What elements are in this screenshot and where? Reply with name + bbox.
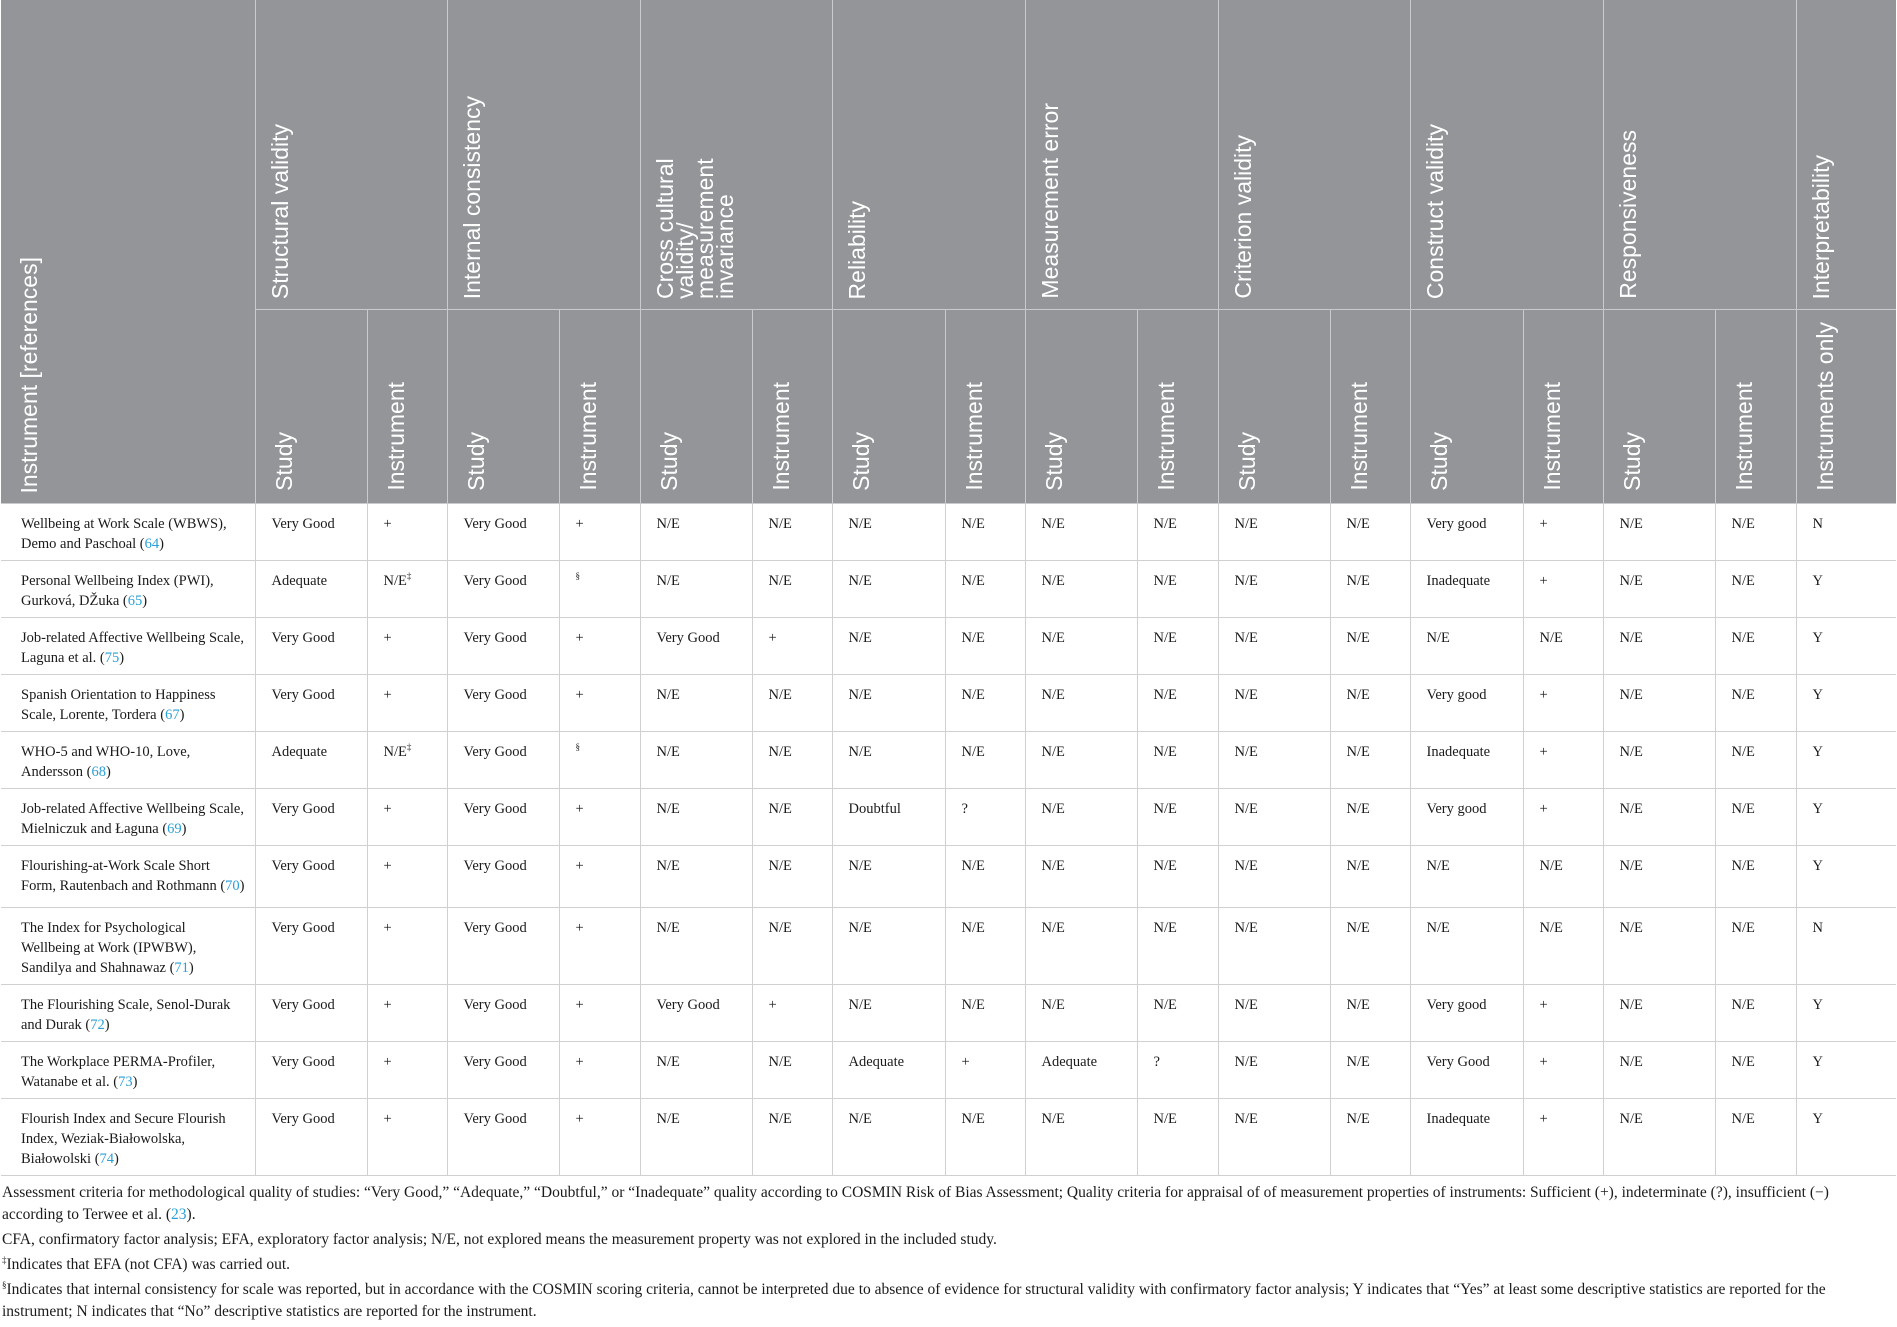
study-rating-cell: N/E (1603, 504, 1715, 561)
subheader-instrument: Instrument (945, 310, 1025, 504)
study-rating-cell: N/E (640, 675, 752, 732)
subheader-instrument: Instrument (367, 310, 447, 504)
header-internal-consistency: Internal consistency (447, 0, 640, 310)
subheader-study: Study (1025, 310, 1137, 504)
subheader-study: Study (1603, 310, 1715, 504)
instrument-rating-cell: N/E (752, 908, 832, 985)
table-row (1, 561, 1896, 618)
instrument-rating-cell: + (559, 675, 640, 732)
study-rating-cell: Very Good (640, 618, 752, 675)
instrument-rating-cell: N/E (752, 789, 832, 846)
instrument-rating-cell: N/E (1715, 561, 1796, 618)
study-rating-cell: N/E (640, 1099, 752, 1176)
header-reliability: Reliability (832, 0, 1025, 310)
instrument-rating-cell: + (945, 1042, 1025, 1099)
subheader-study: Study (832, 310, 945, 504)
instrument-rating-cell: N/E (752, 561, 832, 618)
reference-link[interactable]: 70 (225, 878, 240, 894)
study-rating-cell: N/E (1218, 789, 1330, 846)
instrument-rating-cell: + (559, 618, 640, 675)
instrument-cell: Flourishing-at-Work Scale Short Form, Rautenbach and Rothmann (70) (1, 846, 255, 908)
instrument-rating-cell: + (367, 504, 447, 561)
instrument-rating-cell: N/E (1137, 504, 1218, 561)
header-instrument: Instrument [references] (1, 0, 255, 504)
instrument-rating-cell: N/E (1330, 675, 1410, 732)
instrument-rating-cell: N/E (1330, 561, 1410, 618)
subheader-instrument: Instrument (559, 310, 640, 504)
study-rating-cell: N/E (832, 618, 945, 675)
reference-link[interactable]: 67 (165, 707, 180, 723)
study-rating-cell: Very Good (447, 985, 559, 1042)
instrument-rating-cell: + (367, 846, 447, 908)
study-rating-cell: Adequate (255, 732, 367, 789)
instrument-rating-cell: N/E (1137, 789, 1218, 846)
study-rating-cell: N/E (1025, 618, 1137, 675)
instrument-rating-cell: N/E (752, 675, 832, 732)
study-rating-cell: N/E (832, 1099, 945, 1176)
study-rating-cell: Very good (1410, 504, 1523, 561)
instrument-rating-cell: N/E (752, 1042, 832, 1099)
instrument-rating-cell: N/E (1715, 1042, 1796, 1099)
instrument-rating-cell: N/E‡ (367, 561, 447, 618)
instrument-rating-cell: + (367, 908, 447, 985)
study-rating-cell: Very Good (447, 732, 559, 789)
study-rating-cell: N/E (640, 561, 752, 618)
study-rating-cell: N/E (1603, 618, 1715, 675)
table-row (1, 1099, 1896, 1176)
instrument-rating-cell: N/E (752, 846, 832, 908)
study-rating-cell: Very Good (447, 789, 559, 846)
subheader-instrument: Instrument (1523, 310, 1603, 504)
instrument-rating-cell: N/E (1137, 985, 1218, 1042)
study-rating-cell: N/E (1025, 985, 1137, 1042)
study-rating-cell: Very good (1410, 985, 1523, 1042)
instrument-rating-cell: N/E (1330, 618, 1410, 675)
table-row (1, 985, 1896, 1042)
study-rating-cell: Very Good (447, 1042, 559, 1099)
instrument-rating-cell: + (752, 618, 832, 675)
study-rating-cell: Very Good (447, 504, 559, 561)
study-rating-cell: N/E (1025, 504, 1137, 561)
interpretability-cell: Y (1796, 985, 1896, 1042)
study-rating-cell: Doubtful (832, 789, 945, 846)
study-rating-cell: N/E (1025, 1099, 1137, 1176)
subheader-row (1, 310, 1896, 504)
instrument-rating-cell: § (559, 561, 640, 618)
instrument-cell: Wellbeing at Work Scale (WBWS), Demo and Paschoal (64) (1, 504, 255, 561)
instrument-cell: Job-related Affective Wellbeing Scale, Laguna et al. (75) (1, 618, 255, 675)
instrument-rating-cell: N/E (945, 561, 1025, 618)
interpretability-cell: Y (1796, 1042, 1896, 1099)
study-rating-cell: N/E (1410, 618, 1523, 675)
study-rating-cell: Adequate (255, 561, 367, 618)
instrument-rating-cell: N/E (1523, 908, 1603, 985)
subheader-study: Study (447, 310, 559, 504)
instrument-rating-cell: N/E (1137, 846, 1218, 908)
study-rating-cell: N/E (1218, 985, 1330, 1042)
study-rating-cell: N/E (1025, 561, 1137, 618)
study-rating-cell: N/E (832, 675, 945, 732)
instrument-rating-cell: N/E (1715, 675, 1796, 732)
table-row (1, 504, 1896, 561)
study-rating-cell: N/E (1603, 908, 1715, 985)
footnote-criteria: Assessment criteria for methodological quality of studies: “Very Good,” “Adequate,” “Doubtful,” or “Inadequate” quality according to COSMIN Risk of Bias Assessment; Quality criteria for appraisal of of measurement properties of instruments: Sufficient (+), indeterminate (?), insufficient (−) according to Terwee et al. (23). (2, 1184, 1829, 1223)
study-rating-cell: N/E (1410, 846, 1523, 908)
instrument-rating-cell: N/E (1715, 618, 1796, 675)
instrument-rating-cell: N/E (945, 985, 1025, 1042)
study-rating-cell: N/E (1603, 732, 1715, 789)
instrument-rating-cell: N/E (1137, 908, 1218, 985)
instrument-cell: Job-related Affective Wellbeing Scale, Mielniczuk and Łaguna (69) (1, 789, 255, 846)
study-rating-cell: Very Good (255, 789, 367, 846)
table-row (1, 789, 1896, 846)
study-rating-cell: Very good (1410, 789, 1523, 846)
study-rating-cell: Very Good (447, 561, 559, 618)
instrument-rating-cell: N/E (945, 618, 1025, 675)
instrument-rating-cell: + (367, 1099, 447, 1176)
study-rating-cell: N/E (1218, 1099, 1330, 1176)
study-rating-cell: Very Good (255, 1042, 367, 1099)
study-rating-cell: Adequate (1025, 1042, 1137, 1099)
instrument-rating-cell: N/E (945, 908, 1025, 985)
instrument-rating-cell: + (367, 985, 447, 1042)
reference-link[interactable]: 72 (90, 1017, 105, 1033)
instrument-cell: Spanish Orientation to Happiness Scale, Lorente, Tordera (67) (1, 675, 255, 732)
instrument-rating-cell: + (1523, 1099, 1603, 1176)
instrument-rating-cell: + (1523, 675, 1603, 732)
reference-link[interactable]: 69 (167, 821, 182, 837)
instrument-rating-cell: + (1523, 504, 1603, 561)
instrument-rating-cell: N/E (1330, 1042, 1410, 1099)
subheader-instruments-only: Instruments only (1796, 310, 1896, 504)
study-rating-cell: N/E (640, 732, 752, 789)
instrument-rating-cell: + (367, 789, 447, 846)
header-measurement-error: Measurement error (1025, 0, 1218, 310)
study-rating-cell: Inadequate (1410, 732, 1523, 789)
study-rating-cell: N/E (1603, 1042, 1715, 1099)
header-responsiveness: Responsiveness (1603, 0, 1796, 310)
instrument-rating-cell: + (559, 908, 640, 985)
table-row (1, 846, 1896, 908)
study-rating-cell: N/E (1603, 985, 1715, 1042)
study-rating-cell: N/E (640, 789, 752, 846)
subheader-instrument: Instrument (1137, 310, 1218, 504)
instrument-rating-cell: + (367, 675, 447, 732)
study-rating-cell: N/E (640, 846, 752, 908)
table-row (1, 908, 1896, 985)
instrument-rating-cell: + (1523, 732, 1603, 789)
study-rating-cell: N/E (1603, 675, 1715, 732)
instrument-rating-cell: + (1523, 789, 1603, 846)
instrument-rating-cell: N/E (752, 732, 832, 789)
study-rating-cell: N/E (1025, 732, 1137, 789)
instrument-rating-cell: + (559, 504, 640, 561)
study-rating-cell: Inadequate (1410, 1099, 1523, 1176)
subheader-instrument: Instrument (1330, 310, 1410, 504)
study-rating-cell: N/E (832, 504, 945, 561)
study-rating-cell: Very good (1410, 675, 1523, 732)
table-body (1, 504, 1896, 1176)
instrument-rating-cell: N/E (752, 504, 832, 561)
instrument-rating-cell: N/E (1523, 618, 1603, 675)
study-rating-cell: N/E (1603, 789, 1715, 846)
instrument-rating-cell: + (367, 1042, 447, 1099)
instrument-rating-cell: + (559, 985, 640, 1042)
instrument-rating-cell: N/E (1137, 675, 1218, 732)
reference-link[interactable]: 64 (144, 536, 160, 552)
study-rating-cell: Very Good (255, 985, 367, 1042)
instrument-rating-cell: ? (1137, 1042, 1218, 1099)
instrument-cell: The Workplace PERMA-Profiler, Watanabe et al. (73) (1, 1042, 255, 1099)
study-rating-cell: Very Good (255, 908, 367, 985)
subheader-study: Study (640, 310, 752, 504)
instrument-rating-cell: N/E (1330, 1099, 1410, 1176)
reference-link[interactable]: 71 (174, 960, 189, 976)
study-rating-cell: Very Good (447, 846, 559, 908)
instrument-rating-cell: N/E (1330, 504, 1410, 561)
subheader-instrument: Instrument (752, 310, 832, 504)
study-rating-cell: N/E (1218, 1042, 1330, 1099)
table-row (1, 618, 1896, 675)
instrument-rating-cell: N/E (1715, 846, 1796, 908)
study-rating-cell: N/E (1025, 908, 1137, 985)
study-rating-cell: N/E (1218, 561, 1330, 618)
table-row (1, 1042, 1896, 1099)
study-rating-cell: Very Good (447, 908, 559, 985)
instrument-cell: Flourish Index and Secure Flourish Index, Weziak-Białowolska, Białowolski (74) (1, 1099, 255, 1176)
instrument-rating-cell: + (559, 846, 640, 908)
subheader-instrument: Instrument (1715, 310, 1796, 504)
study-rating-cell: N/E (1603, 561, 1715, 618)
instrument-cell: Personal Wellbeing Index (PWI), Gurková, DŽuka (65) (1, 561, 255, 618)
instrument-rating-cell: N/E (945, 504, 1025, 561)
interpretability-cell: Y (1796, 789, 1896, 846)
cosmin-table (1, 0, 1896, 1176)
study-rating-cell: Very Good (640, 985, 752, 1042)
instrument-rating-cell: + (752, 985, 832, 1042)
instrument-rating-cell: N/E (1137, 561, 1218, 618)
instrument-rating-cell: + (559, 1042, 640, 1099)
instrument-rating-cell: N/E (945, 732, 1025, 789)
instrument-rating-cell: N/E (1715, 985, 1796, 1042)
instrument-rating-cell: + (367, 618, 447, 675)
study-rating-cell: N/E (832, 846, 945, 908)
interpretability-cell: N (1796, 504, 1896, 561)
instrument-cell: The Flourishing Scale, Senol-Durak and Durak (72) (1, 985, 255, 1042)
study-rating-cell: N/E (640, 908, 752, 985)
header-interpretability: Interpretability (1796, 0, 1896, 310)
table-header (1, 0, 1896, 504)
instrument-rating-cell: N/E (1715, 908, 1796, 985)
reference-link[interactable]: 73 (118, 1074, 133, 1090)
interpretability-cell: Y (1796, 561, 1896, 618)
header-construct-validity: Construct validity (1410, 0, 1603, 310)
instrument-rating-cell: + (559, 1099, 640, 1176)
instrument-rating-cell: N/E (1330, 985, 1410, 1042)
footnote-internal-consistency: §Indicates that internal consistency for scale was reported, but in accordance with the COSMIN scoring criteria, cannot be interpreted due to absence of evidence for structural validity with confirmatory factor analysis; Y indicates that “Yes” at least some descriptive statistics are reported for the instrument; N indicates that “No” descriptive statistics are reported for the instrument. (2, 1280, 1826, 1320)
study-rating-cell: N/E (1218, 618, 1330, 675)
interpretability-cell: Y (1796, 846, 1896, 908)
instrument-rating-cell: + (559, 789, 640, 846)
instrument-rating-cell: N/E (1715, 789, 1796, 846)
instrument-rating-cell: N/E (1137, 618, 1218, 675)
instrument-rating-cell: + (1523, 1042, 1603, 1099)
instrument-rating-cell: N/E (1330, 732, 1410, 789)
interpretability-cell: Y (1796, 675, 1896, 732)
subheader-study: Study (1218, 310, 1330, 504)
study-rating-cell: Very Good (255, 504, 367, 561)
study-rating-cell: Very Good (255, 1099, 367, 1176)
study-rating-cell: N/E (1410, 908, 1523, 985)
reference-link[interactable]: 65 (127, 593, 143, 609)
instrument-rating-cell: N/E (1137, 732, 1218, 789)
study-rating-cell: N/E (1025, 789, 1137, 846)
footnote-abbreviations: CFA, confirmatory factor analysis; EFA, exploratory factor analysis; N/E, not explored means the measurement property was not explored in the included study. (2, 1231, 997, 1248)
footnote-efa: ‡Indicates that EFA (not CFA) was carried out. (2, 1255, 291, 1273)
study-rating-cell: N/E (1025, 846, 1137, 908)
interpretability-cell: Y (1796, 732, 1896, 789)
study-rating-cell: Very Good (447, 1099, 559, 1176)
instrument-rating-cell: § (559, 732, 640, 789)
study-rating-cell: N/E (832, 985, 945, 1042)
instrument-rating-cell: N/E (1330, 789, 1410, 846)
study-rating-cell: Inadequate (1410, 561, 1523, 618)
study-rating-cell: Adequate (832, 1042, 945, 1099)
study-rating-cell: Very Good (447, 618, 559, 675)
instrument-rating-cell: N/E (752, 1099, 832, 1176)
study-rating-cell: N/E (832, 908, 945, 985)
subheader-study: Study (255, 310, 367, 504)
study-rating-cell: N/E (1218, 846, 1330, 908)
instrument-rating-cell: N/E (945, 675, 1025, 732)
study-rating-cell: N/E (832, 732, 945, 789)
header-criterion-validity: Criterion validity (1218, 0, 1410, 310)
subheader-study: Study (1410, 310, 1523, 504)
instrument-rating-cell: N/E (1523, 846, 1603, 908)
study-rating-cell: N/E (640, 504, 752, 561)
instrument-cell: WHO-5 and WHO-10, Love, Andersson (68) (1, 732, 255, 789)
table-row (1, 732, 1896, 789)
instrument-rating-cell: ? (945, 789, 1025, 846)
instrument-rating-cell: N/E (1330, 846, 1410, 908)
interpretability-cell: Y (1796, 618, 1896, 675)
study-rating-cell: N/E (1025, 675, 1137, 732)
header-structural-validity: Structural validity (255, 0, 447, 310)
study-rating-cell: N/E (1218, 504, 1330, 561)
study-rating-cell: Very Good (1410, 1042, 1523, 1099)
instrument-rating-cell: N/E (1715, 732, 1796, 789)
instrument-rating-cell: N/E‡ (367, 732, 447, 789)
study-rating-cell: N/E (1603, 846, 1715, 908)
instrument-rating-cell: N/E (1715, 1099, 1796, 1176)
study-rating-cell: Very Good (447, 675, 559, 732)
table-footnotes (0, 1176, 1897, 1323)
interpretability-cell: Y (1796, 1099, 1896, 1176)
instrument-cell: The Index for Psychological Wellbeing at Work (IPWBW), Sandilya and Shahnawaz (71) (1, 908, 255, 985)
study-rating-cell: N/E (1218, 732, 1330, 789)
study-rating-cell: N/E (1218, 908, 1330, 985)
reference-link[interactable]: 74 (99, 1151, 115, 1167)
reference-link[interactable]: 75 (104, 650, 120, 666)
instrument-rating-cell: N/E (945, 846, 1025, 908)
instrument-rating-cell: N/E (1137, 1099, 1218, 1176)
instrument-rating-cell: + (1523, 985, 1603, 1042)
interpretability-cell: N (1796, 908, 1896, 985)
study-rating-cell: N/E (832, 561, 945, 618)
study-rating-cell: N/E (640, 1042, 752, 1099)
study-rating-cell: Very Good (255, 675, 367, 732)
study-rating-cell: N/E (1218, 675, 1330, 732)
instrument-rating-cell: N/E (945, 1099, 1025, 1176)
instrument-rating-cell: N/E (1715, 504, 1796, 561)
header-cross-cultural-validity: Cross cultural validity/ measurement invariance (640, 0, 832, 310)
reference-link[interactable]: 68 (91, 764, 106, 780)
instrument-rating-cell: + (1523, 561, 1603, 618)
table-row (1, 675, 1896, 732)
study-rating-cell: Very Good (255, 846, 367, 908)
study-rating-cell: N/E (1603, 1099, 1715, 1176)
study-rating-cell: Very Good (255, 618, 367, 675)
instrument-rating-cell: N/E (1330, 908, 1410, 985)
